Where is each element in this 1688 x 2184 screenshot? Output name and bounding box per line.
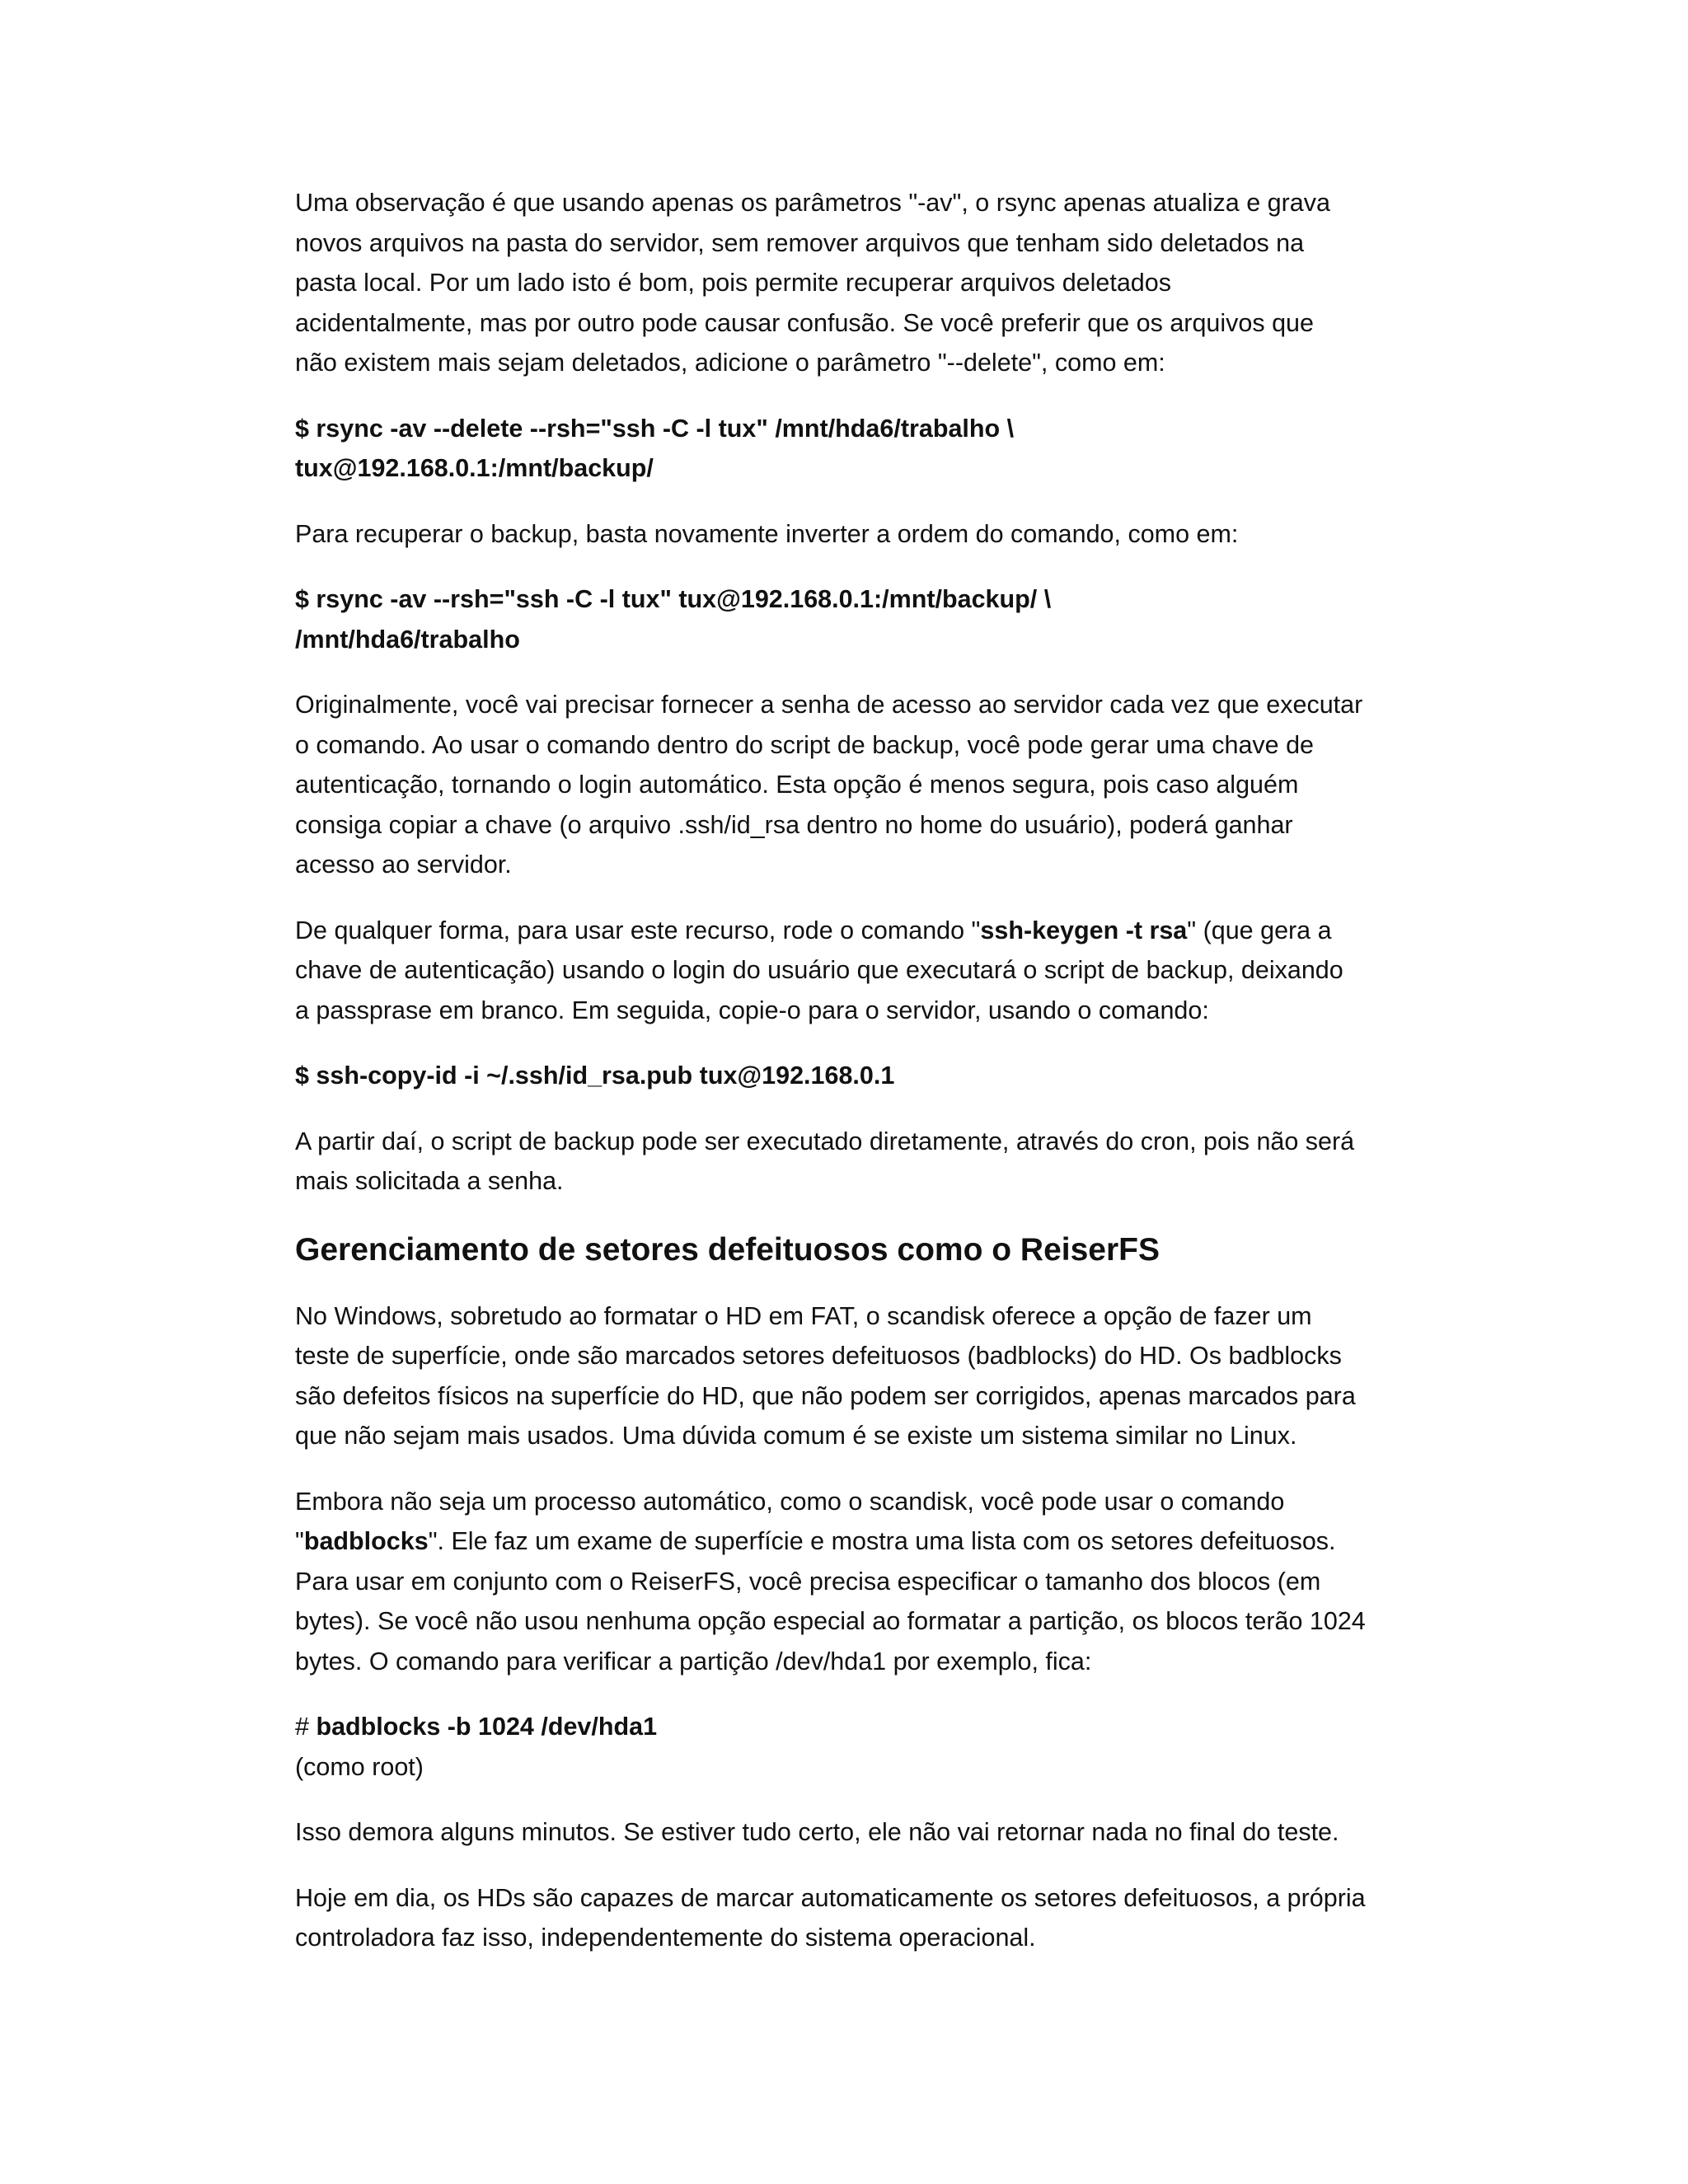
paragraph-ssh-keygen xyxy=(295,911,1400,1031)
command-badblocks-note: (como root) xyxy=(295,1752,424,1781)
paragraph-badblocks xyxy=(295,1482,1400,1682)
command-rsync-restore: $ rsync -av --rsh="ssh -C -l tux" tux@192.168.0.1:/mnt/backup/ \ /mnt/hda6/trabalho xyxy=(295,585,1052,654)
command-ssh-copy-id: $ ssh-copy-id -i ~/.ssh/id_rsa.pub tux@192.168.0.1 xyxy=(295,1062,895,1090)
badblocks-word: badblocks xyxy=(303,1527,429,1555)
command-badblocks xyxy=(295,1707,1400,1787)
command-badblocks-prompt: # xyxy=(295,1713,316,1741)
ssh-keygen-command: ssh-keygen -t rsa xyxy=(980,916,1188,944)
paragraph-windows-scandisk: No Windows, sobretudo ao formatar o HD em FAT, o scandisk oferece a opção de fazer um teste de superfície, onde são marcados setores defeituosos (badblocks) do HD. Os badblocks são defeitos físicos na superfície do HD, que não podem ser corrigidos, apenas marcados para que não sejam mais usados. Uma dúvida comum é se existe um sistema similar no Linux. xyxy=(295,1301,1356,1450)
paragraph-password-note: Originalmente, você vai precisar fornecer a senha de acesso ao servidor cada vez que executar o comando. Ao usar o comando dentro do script de backup, você pode gerar uma chave de autenticação, tornando o login automático. Esta opção é menos segura, pois caso alguém consiga copiar a chave (o arquivo .ssh/id_rsa dentro no home do usuário), poderá ganhar acesso ao servidor. xyxy=(295,691,1363,879)
command-rsync-delete: $ rsync -av --delete --rsh="ssh -C -l tux" /mnt/hda6/trabalho \ tux@192.168.0.1:/mnt/backup/ xyxy=(295,414,1015,482)
paragraph-hd-controller: Hoje em dia, os HDs são capazes de marcar automaticamente os setores defeituosos, a própria controladora faz isso, independentemente do sistema operacional. xyxy=(295,1883,1366,1952)
section-heading: Gerenciamento de setores defeituosos como o ReiserFS xyxy=(295,1231,1160,1268)
paragraph-duration-note: Isso demora alguns minutos. Se estiver tudo certo, ele não vai retornar nada no final do teste. xyxy=(295,1818,1339,1846)
document-page xyxy=(295,183,1400,1984)
command-badblocks-text: badblocks -b 1024 /dev/hda1 xyxy=(316,1713,658,1741)
paragraph-restore-backup: Para recuperar o backup, basta novamente inverter a ordem do comando, como em: xyxy=(295,519,1239,548)
paragraph-cron-note: A partir daí, o script de backup pode ser executado diretamente, através do cron, pois não será mais solicitada a senha. xyxy=(295,1127,1355,1195)
paragraph-ssh-keygen-post: " (que gera a chave de autenticação) usando o login do usuário que executará o script de backup, deixando a passprase em branco. Em seguida, copie-o para o servidor, usando o comando: xyxy=(295,916,1343,1024)
paragraph-ssh-keygen-pre: De qualquer forma, para usar este recurso, rode o comando " xyxy=(295,916,981,944)
paragraph-rsync-delete-note: Uma observação é que usando apenas os parâmetros "-av", o rsync apenas atualiza e grava novos arquivos na pasta do servidor, sem remover arquivos que tenham sido deletados na pasta local. Por um lado isto é bom, pois permite recuperar arquivos deletados acidentalmente, mas por outro pode causar confusão. Se você preferir que os arquivos que não existem mais sejam deletados, adicione o parâmetro "--delete", como em: xyxy=(295,189,1330,377)
paragraph-badblocks-pre: Embora não seja um processo automático, como o scandisk, você pode usar o comando " xyxy=(295,1487,1285,1555)
paragraph-badblocks-post: ". Ele faz um exame de superfície e mostra uma lista com os setores defeituosos. Para usar em conjunto com o ReiserFS, você precisa especificar o tamanho dos blocos (em bytes). Se você não usou nenhuma opção especial ao formatar a partição, os blocos terão 1024 bytes. O comando para verificar a partição /dev/hda1 por exemplo, fica: xyxy=(295,1527,1366,1675)
